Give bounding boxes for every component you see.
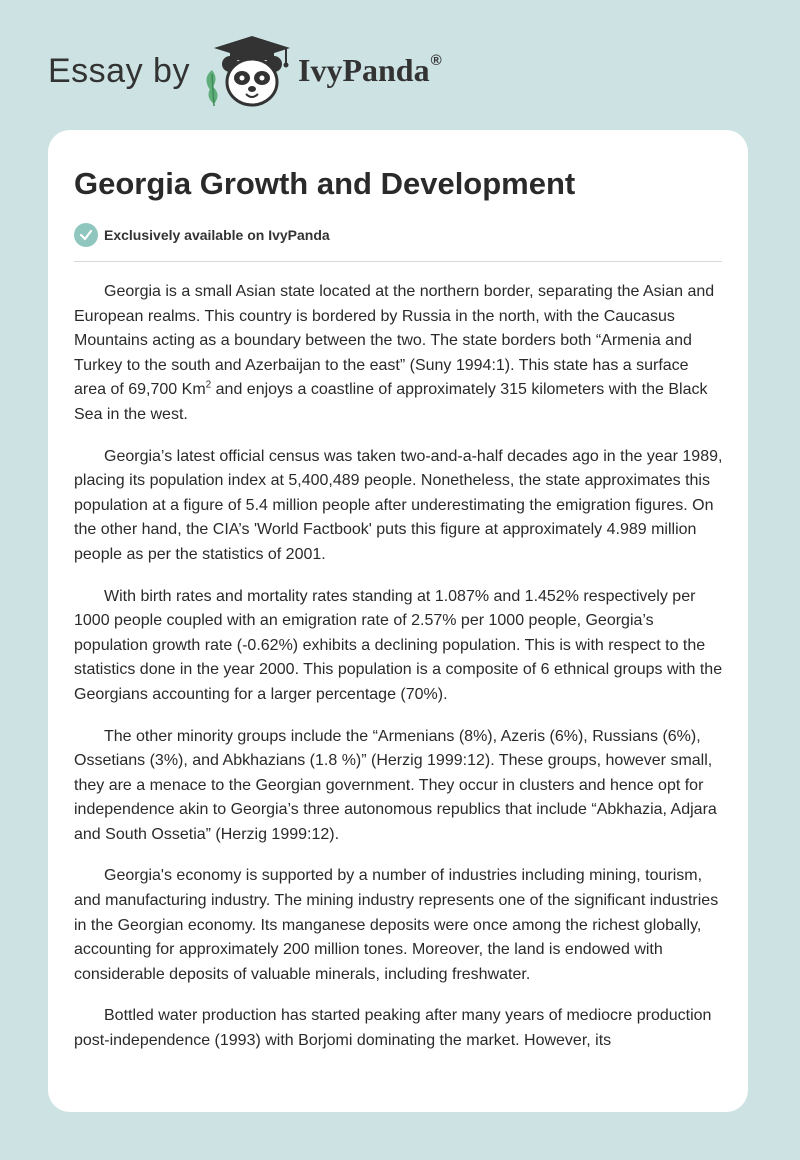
essay-title: Georgia Growth and Development [74,166,576,201]
paragraph: Georgia’s latest official census was taken two-and-a-half decades ago in the year 1989, placing its population index at 5,400,489 people. Nonetheless, the state approximates this population at a figure of 5.4 million people after underestimating the emigration figures. On the other hand, the CIA’s 'World Factbook' puts this figure at approximately 4.989 million people as per the statistics of 2001. [74,447,723,563]
essay-body [74,280,724,1071]
exclusive-badge [74,222,330,248]
brand-name: IvyPanda® [298,52,442,88]
paragraph: Georgia's economy is supported by a number of industries including mining, tourism, and manufacturing industry. The mining industry represents one of the significant industries in the Georgian economy. Its manganese deposits were once among the richest globally, accounting for approximately 200 million tones. Moreover, the land is endowed with considerable deposits of valuable minerals, including freshwater. [74,867,719,983]
divider [74,261,722,262]
essay-by-label: Essay by [48,52,190,90]
paragraph: With birth rates and mortality rates standing at 1.087% and 1.452% respectively per 1000 people coupled with an emigration rate of 2.57% per 1000 people, Georgia’s population growth rate (-0.62%) exhibits a declining population. This is with respect to the statistics done in the year 2000. This population is a composite of 6 ethnical groups with the Georgians accounting for a larger percentage (70%). [74,587,723,703]
paragraph: The other minority groups include the “Armenians (8%), Azeris (6%), Russians (6%), Ossetians (3%), and Abkhazians (1.8 %)” (Herzig 1999:12). These groups, however small, they are a menace to the Georgian government. They occur in clusters and hence opt for independence akin to Georgia’s three autonomous republics that include “Abkhazia, Adjara and South Ossetia” (Herzig 1999:12). [74,727,717,843]
exclusive-badge-label: Exclusively available on IvyPanda [104,227,330,243]
paragraph: Bottled water production has started peaking after many years of mediocre production post-independence (1993) with Borjomi dominating the market. However, its [74,1007,712,1050]
check-icon [74,223,98,247]
superscript: 2 [205,380,212,392]
panda-logo-icon [200,34,296,110]
site-header [0,0,800,130]
essay-card [48,130,748,1112]
paragraph: Georgia is a small Asian state located at the northern border, separating the Asian and European realms. This country is bordered by Russia in the north, with the Caucasus Mountains acting as a boundary between the two. The state borders both “Armenia and Turkey to the south and Azerbaijan to the east” (Suny 1994:1). This state has a surface area of 69,700 Km$^2$ and enjoys a coastline of approximately 315 kilometers with the Black Sea in the west. [74,283,715,423]
registered-mark: ® [430,52,442,69]
